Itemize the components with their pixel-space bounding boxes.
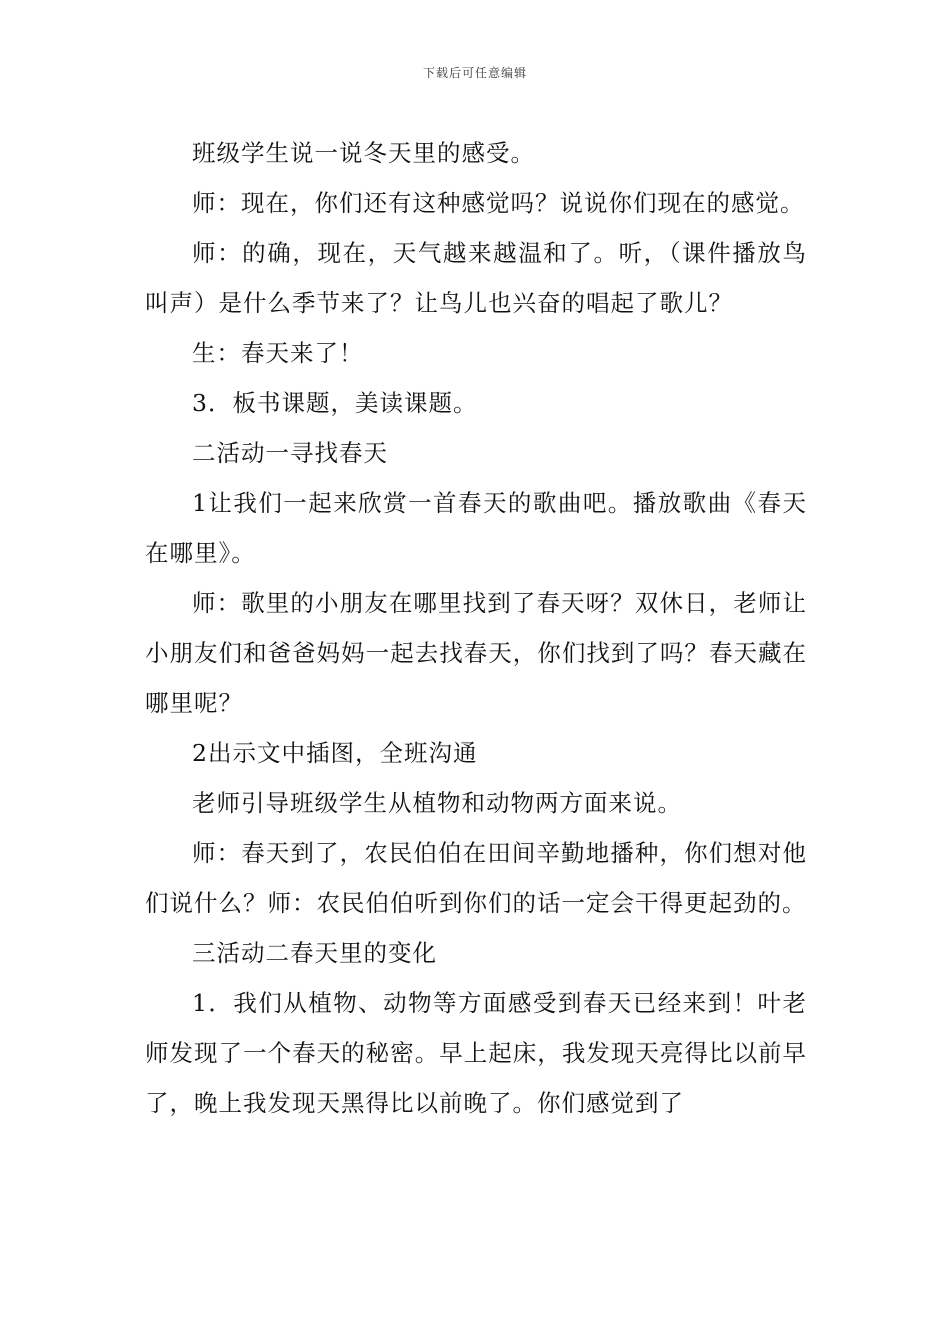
page-header: 下载后可任意编辑: [422, 66, 527, 80]
paragraph: 1．我们从植物、动物等方面感受到春天已经来到！叶老师发现了一个春天的秘密。早上起床，我发现天亮得比以前早了，晚上我发现天黑得比以前晚了。你们感觉到了: [145, 989, 807, 1117]
section-heading: 三活动二春天里的变化: [192, 939, 437, 967]
section-heading: 二活动一寻找春天: [192, 439, 388, 467]
paragraph: 师：歌里的小朋友在哪里找到了春天呀？双休日，老师让小朋友们和爸爸妈妈一起去找春天，你们找到了吗？春天藏在哪里呢？: [145, 589, 807, 717]
paragraph: 1让我们一起来欣赏一首春天的歌曲吧。播放歌曲《春天在哪里》。: [145, 489, 807, 567]
paragraph: 老师引导班级学生从植物和动物两方面来说。: [192, 789, 682, 817]
paragraph: 师：春天到了，农民伯伯在田间辛勤地播种，你们想对他们说什么？师：农民伯伯听到你们的话一定会干得更起劲的。: [145, 839, 807, 917]
paragraph: 班级学生说一说冬天里的感受。: [192, 139, 535, 167]
paragraph: 生：春天来了！: [192, 339, 364, 367]
paragraph: 师：的确，现在，天气越来越温和了。听，（课件播放鸟叫声）是什么季节来了？让鸟儿也兴奋的唱起了歌儿？: [145, 239, 807, 317]
paragraph: 3．板书课题，美读课题。: [192, 389, 478, 417]
paragraph: 2出示文中插图，全班沟通: [192, 739, 478, 767]
document-body: [145, 128, 807, 1128]
paragraph: 师：现在，你们还有这种感觉吗？说说你们现在的感觉。: [192, 189, 805, 217]
